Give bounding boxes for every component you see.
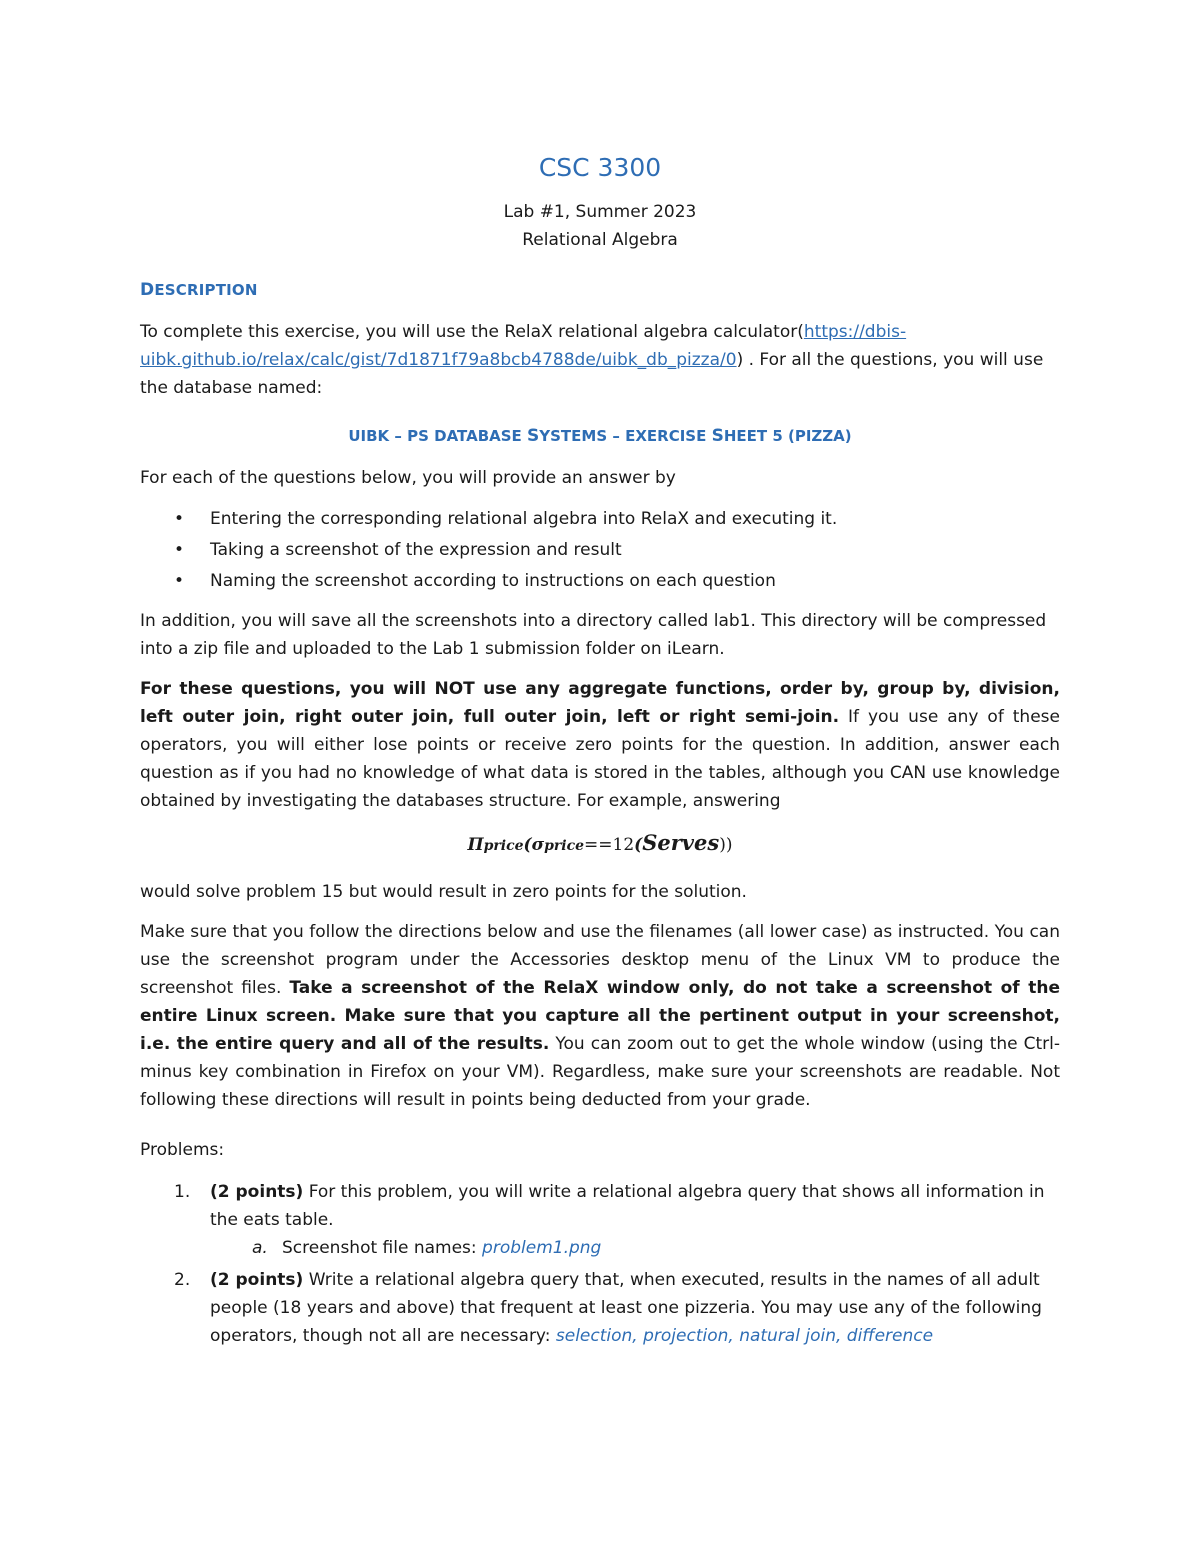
restrictions-paragraph <box>140 675 1060 815</box>
save-instructions: In addition, you will save all the screenshots into a directory called lab1. This directory will be compressed into a zip file and uploaded to the Lab 1 submission folder on iLearn. <box>140 611 1047 659</box>
problem-item <box>140 1266 1060 1350</box>
problem-number: 2. <box>174 1270 191 1290</box>
problems-list <box>140 1178 1060 1350</box>
list-item <box>140 535 1060 566</box>
db-name-part: IZZA <box>805 427 845 445</box>
db-name-part: ) <box>844 427 852 445</box>
subitem-label: Screenshot file names: <box>282 1238 483 1258</box>
selection-attribute: price <box>544 838 585 854</box>
restrictions-bold: For these questions, you will NOT use any aggregate functions, order by, group by, division, left outer join, right outer join, full outer join, left or right semi-join. <box>140 679 1060 727</box>
bullet-text: Naming the screenshot according to instructions on each question <box>210 571 776 591</box>
problems-heading: Problems: <box>140 1140 225 1160</box>
description-heading <box>140 276 1060 304</box>
paren-close: )) <box>719 835 733 855</box>
restrictions-rest: If you use any of these operators, you will either lose points or receive zero points for the question. In addition, answer each question as if you had no knowledge of what data is stored in the tables, although you CAN use knowledge obtained by investigating the databases structure. For example, answering <box>140 707 1060 811</box>
document-page <box>140 140 1060 1354</box>
list-item <box>140 566 1060 597</box>
answer-intro: For each of the questions below, you will provide an answer by <box>140 468 676 488</box>
relax-link-part1[interactable]: https://dbis- <box>803 322 907 342</box>
db-name-part: UIBK – PS D <box>348 427 447 445</box>
problem-points: (2 points) <box>210 1270 304 1290</box>
intro-before-link: To complete this exercise, you will use the RelaX relational algebra calculator( <box>140 322 804 342</box>
db-name-part: – E <box>607 427 636 445</box>
paren-open: ( <box>634 835 643 855</box>
db-name-part: XERCISE <box>635 427 712 445</box>
topic-subtitle: Relational Algebra <box>522 230 678 250</box>
lab-subtitle: Lab #1, Summer 2023 <box>503 202 697 222</box>
paren-open: ( <box>523 835 532 855</box>
directions-paragraph <box>140 918 1060 1114</box>
intro-paragraph <box>140 318 1060 402</box>
database-name <box>140 422 1060 450</box>
instructions-list <box>140 504 1060 597</box>
db-name-part: S <box>527 426 540 446</box>
db-name-part: 5 (P <box>767 427 806 445</box>
bullet-text: Entering the corresponding relational algebra into RelaX and executing it. <box>210 509 838 529</box>
description-heading-initial: D <box>140 280 155 300</box>
db-name-part: YSTEMS <box>539 427 608 445</box>
bullet-icon: • <box>174 509 185 529</box>
list-item <box>140 504 1060 535</box>
problem-points: (2 points) <box>210 1182 304 1202</box>
allowed-operators: selection, projection, natural join, difference <box>555 1326 934 1346</box>
relation-name: Serves <box>642 830 720 855</box>
intro-after-link: ) . For all the questions, you will use the database named: <box>140 350 1044 398</box>
screenshot-filename: problem1.png <box>482 1238 602 1258</box>
directions-text-2: You can zoom out to get the whole window (using the Ctrl-minus key combination in Firefox on your VM). Regardless, make sure your screenshots are readable. Not following these directions will result in points being deducted from your grade. <box>140 1034 1060 1110</box>
problem-item <box>140 1178 1060 1262</box>
db-name-part: HEET <box>723 427 768 445</box>
problem-text: Write a relational algebra query that, when executed, results in the names of all adult people (18 years and above) that frequent at least one pizzeria. You may use any of the following operators, though not all are necessary: <box>210 1270 1042 1346</box>
description-heading-rest: ESCRIPTION <box>154 281 258 299</box>
db-name-part: ATABASE <box>446 427 528 445</box>
db-name-part: S <box>711 426 724 446</box>
bullet-icon: • <box>174 540 185 560</box>
problem-text: For this problem, you will write a relational algebra query that shows all information in the eats table. <box>210 1182 1045 1230</box>
subitem-letter: a. <box>252 1238 268 1258</box>
selection-symbol: σ <box>531 835 545 855</box>
problem-subitem <box>210 1234 1060 1262</box>
directions-text-1: Make sure that you follow the directions below and use the filenames (all lower case) as instructed. You can use the screenshot program under the Accessories desktop menu of the Linux VM to produce the screenshot files. <box>140 922 1060 998</box>
projection-attribute: price <box>483 838 524 854</box>
projection-symbol: Π <box>467 835 484 855</box>
directions-bold: Take a screenshot of the RelaX window only, do not take a screenshot of the entire Linux screen. Make sure that you capture all the pertinent output in your screenshot, i.e. the entire query and all of the results. <box>140 978 1060 1054</box>
relax-link-part2[interactable]: uibk.github.io/relax/calc/gist/7d1871f79a8bcb4788de/uibk_db_pizza/0 <box>140 350 737 370</box>
bullet-icon: • <box>174 571 185 591</box>
bullet-text: Taking a screenshot of the expression and result <box>210 540 622 560</box>
problem-number: 1. <box>174 1182 191 1202</box>
example-expression <box>140 829 1060 860</box>
selection-condition: ==12 <box>584 835 635 855</box>
course-title: CSC 3300 <box>538 153 662 182</box>
math-note: would solve problem 15 but would result in zero points for the solution. <box>140 882 747 902</box>
